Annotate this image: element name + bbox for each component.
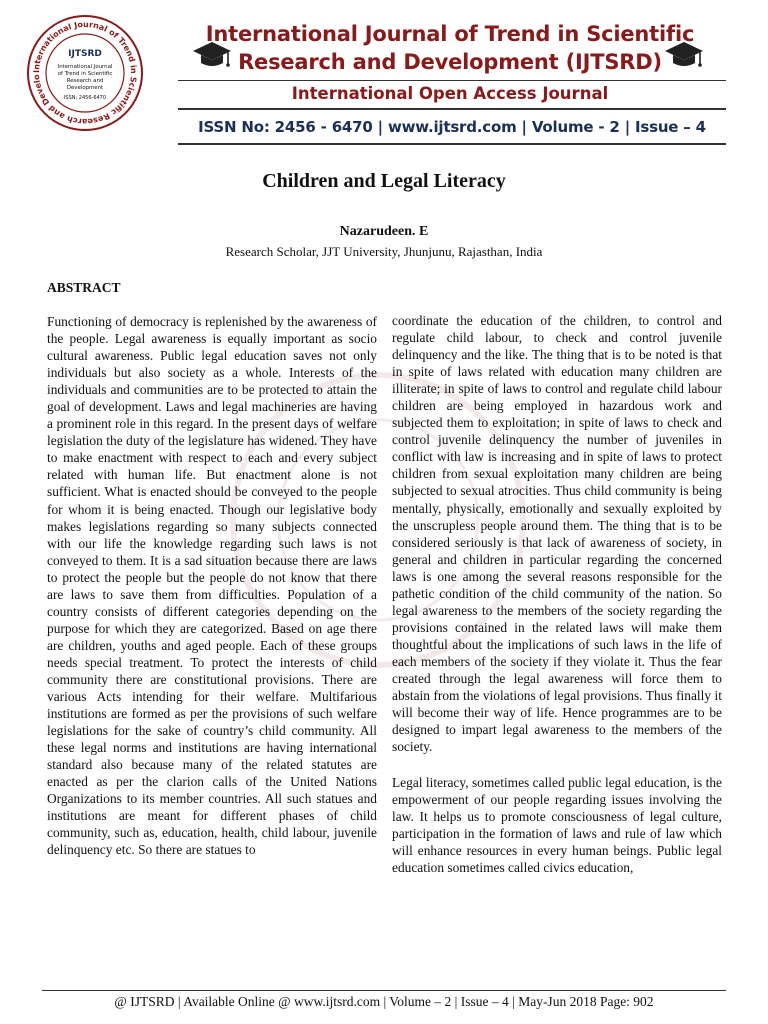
right-column <box>392 312 722 877</box>
seal-issn: ISSN: 2456-6470 <box>63 95 107 101</box>
header-divider <box>178 143 726 145</box>
seal-center-line: Development <box>66 85 104 91</box>
left-column <box>47 313 377 859</box>
journal-title-line2: Research and Development (IJTSRD) <box>238 50 662 74</box>
abstract-paragraph: Functioning of democracy is replenished by the awareness of the people. Legal awareness is equally important as socio cultural awareness. Public legal education saves not only individuals but also society as a whole. Interests of the individuals and communities are to be protected to attain the goal of development. Laws and legal machineries are having a prominent role in this regard. In the present days of welfare legislation the duty of the legislature has widened. They have to make enactment with respect to each and every subject related with human life. But enactment alone is not sufficient. What is enacted should be conveyed to the people for whom it is being enacted. Though our legislative body makes legislations regarding so many subjects connected with our life the knowledge regarding such laws is not conveyed to them. It is a sad situation because there are laws to protect the people but the people do not know that there are laws to save them from difficulties. Population of a country consists of different categories depending on the purpose for which they are categorized. Based on age there are children, youths and aged people. Each of these groups needs special treatment. To protect the interests of child community there are constitutional provisions. There are various Acts intending for their welfare. Multifarious institutions are formed as per the provisions of such welfare legislations for the sake of country’s child community. All these legal norms and institutions are having international standard also because many of the related statutes are enacted as per the clarion calls of the United Nations Organizations to its member countries. All such statues and institutions are meant for different phases of child community, such as, education, health, child labour, juvenile delinquency etc. So there are statues to <box>47 314 377 858</box>
paper-title: Children and Legal Literacy <box>262 170 506 192</box>
seal-center-line: of Trend in Scientific <box>57 71 113 77</box>
footer-divider <box>42 990 726 991</box>
author-affiliation: Research Scholar, JJT University, Jhunjunu, Rajasthan, India <box>225 244 543 259</box>
seal-center-line: International Journal <box>57 64 113 70</box>
seal-center-line: Research and <box>66 78 104 84</box>
seal-abbr: IJTSRD <box>68 49 102 59</box>
author-name: Nazarudeen. E <box>339 224 429 239</box>
page-footer: @ IJTSRD | Available Online @ www.ijtsrd.com | Volume – 2 | Issue – 4 | May-Jun 2018 Page: 902 <box>114 994 654 1009</box>
body-paragraph: coordinate the education of the children, to control and regulate child labour, to check and control juvenile delinquency and the like. The thing that is to be noted is that in spite of laws related with education many children are illiterate; in spite of laws to control and regulate child labour children are being employed in hazardous work and subjected them to exploitation; in spite of laws to check and control juvenile delinquency the number of juveniles in conflict with law is increasing and in spite of laws to protect children from sexual exploitation many children are being subjected to sexual atrocities. Thus child community is being mentally, physically, emotionally and sexually exploited by the unscrupless people around them. The thing that is to be considered seriously is that lack of awareness of society, in general and children in particular regarding the concerned laws is one among the several reasons responsible for the pathetic condition of the child community of the nation. So legal awareness to the members of the society regarding the provisions contained in the related laws will make them thoughtful about the implications of such laws in the life of each members of the society if they violate it. Thus the fear created through the legal awareness will force them to abstain from the violations of legal provisions. Thus finally it will become their way of life. Hence programmes are to be designed to impart legal awareness to the members of the society. <box>392 313 722 755</box>
journal-subtitle: International Open Access Journal <box>291 84 609 103</box>
body-paragraph: Legal literacy, sometimes called public legal education, is the empowerment of our people regarding issues involving the law. It helps us to promote consciousness of legal culture, participation in the formation of laws and rule of law which will enhance resources in every human beings. Public legal education sometimes called civics education, <box>392 775 722 876</box>
abstract-heading: ABSTRACT <box>47 280 121 295</box>
header-divider <box>178 108 726 110</box>
journal-seal-logo <box>26 14 144 132</box>
issn-line: ISSN No: 2456 - 6470 | www.ijtsrd.com | Volume - 2 | Issue – 4 <box>198 118 706 136</box>
seal-ring-text: International Journal of Trend in Scientific Research and Develo <box>31 19 139 127</box>
journal-title-line1: International Journal of Trend in Scientific <box>205 22 695 46</box>
header-divider <box>178 80 726 81</box>
